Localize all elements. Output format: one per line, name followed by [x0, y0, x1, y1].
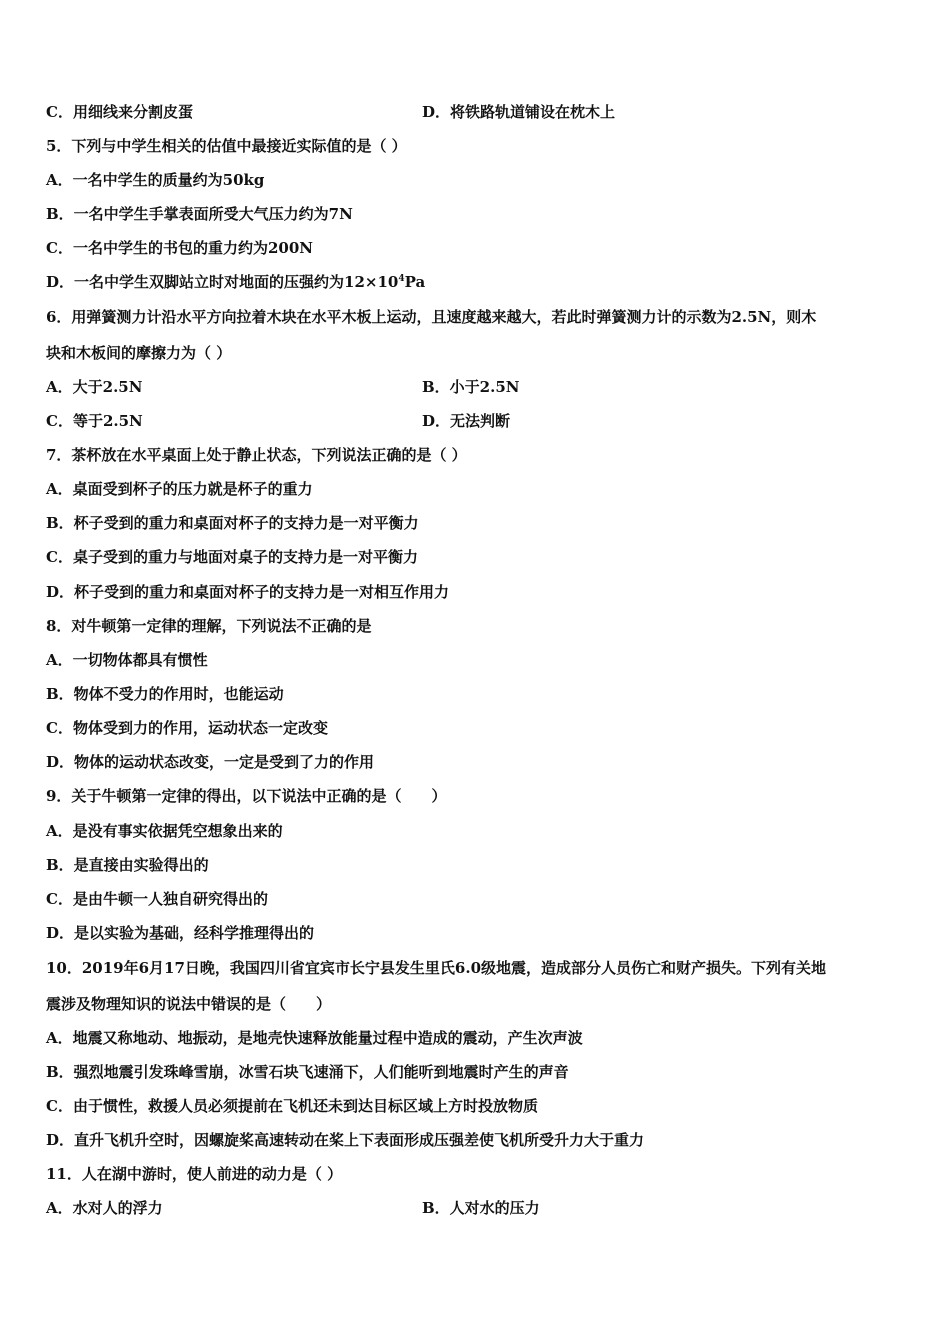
q7-option-b: B．杯子受到的重力和桌面对杯子的支持力是一对平衡力: [46, 514, 419, 532]
q11-option-b: B．人对水的压力: [422, 1199, 540, 1217]
question-6-line-2: 块和木板间的摩擦力为（ ）: [46, 344, 232, 362]
q7-option-a: A．桌面受到杯子的压力就是杯子的重力: [46, 480, 313, 498]
q5-option-b: B．一名中学生手掌表面所受大气压力约为7N: [46, 205, 353, 223]
q8-option-c: C．物体受到力的作用，运动状态一定改变: [46, 719, 328, 737]
question-6-line-1: 6．用弹簧测力计沿水平方向拉着木块在水平木板上运动，且速度越来越大，若此时弹簧测力计的示数为2.5N，则木: [46, 308, 817, 326]
q9-option-a: A．是没有事实依据凭空想象出来的: [46, 822, 283, 840]
q9-option-c: C．是由牛顿一人独自研究得出的: [46, 890, 268, 908]
question-5: 5．下列与中学生相关的估值中最接近实际值的是（ ）: [46, 137, 407, 155]
unit: Pa: [404, 273, 426, 291]
q8-option-a: A．一切物体都具有惯性: [46, 651, 208, 669]
q7-option-d: D．杯子受到的重力和桌面对杯子的支持力是一对相互作用力: [46, 583, 450, 601]
q10-option-a: A．地震又称地动、地振动，是地壳快速释放能量过程中造成的震动，产生次声波: [46, 1029, 583, 1047]
q6-option-row-1: [46, 377, 520, 397]
q5-option-a: A．一名中学生的质量约为50kg: [46, 171, 265, 189]
option-row: [46, 102, 616, 122]
q6-option-b: B．小于2.5N: [422, 378, 520, 396]
q5-option-c: C．一名中学生的书包的重力约为200N: [46, 239, 313, 257]
q8-option-b: B．物体不受力的作用时，也能运动: [46, 685, 284, 703]
q6-option-row-2: [46, 411, 511, 431]
q10-option-d: D．直升飞机升空时，因螺旋桨高速转动在桨上下表面形成压强差使飞机所受升力大于重力: [46, 1131, 645, 1149]
option-d: D．将铁路轨道铺设在枕木上: [422, 103, 616, 121]
option-c: C．用细线来分割皮蛋: [46, 103, 193, 121]
q5-option-d-text: D．一名中学生双脚站立时对地面的压强约为12×10: [46, 273, 399, 291]
question-10-line-2: 震涉及物理知识的说法中错误的是（ ）: [46, 995, 332, 1013]
question-10-line-1: 10．2019年6月17日晚，我国四川省宜宾市长宁县发生里氏6.0级地震，造成部分人员伤亡和财产损失。下列有关地: [46, 959, 827, 977]
question-11: 11．人在湖中游时，使人前进的动力是（ ）: [46, 1165, 343, 1183]
q9-option-d: D．是以实验为基础，经科学推理得出的: [46, 924, 315, 942]
q10-option-c: C．由于惯性，救援人员必须提前在飞机还未到达目标区域上方时投放物质: [46, 1097, 538, 1115]
q6-option-c: C．等于2.5N: [46, 412, 143, 430]
q6-option-a: A．大于2.5N: [46, 378, 143, 396]
exponent: 4: [398, 274, 405, 284]
question-7: 7．茶杯放在水平桌面上处于静止状态，下列说法正确的是（ ）: [46, 446, 467, 464]
q11-option-row: [46, 1198, 540, 1218]
q11-option-a: A．水对人的浮力: [46, 1199, 163, 1217]
q7-option-c: C．桌子受到的重力与地面对桌子的支持力是一对平衡力: [46, 548, 418, 566]
q6-option-d: D．无法判断: [422, 412, 511, 430]
question-8: 8．对牛顿第一定律的理解，下列说法不正确的是: [46, 617, 372, 635]
q10-option-b: B．强烈地震引发珠峰雪崩，冰雪石块飞速涌下，人们能听到地震时产生的声音: [46, 1063, 569, 1081]
q8-option-d: D．物体的运动状态改变，一定是受到了力的作用: [46, 753, 375, 771]
q5-option-d: [46, 272, 425, 292]
q9-option-b: B．是直接由实验得出的: [46, 856, 209, 874]
question-9: 9．关于牛顿第一定律的得出，以下说法中正确的是（ ）: [46, 787, 447, 805]
